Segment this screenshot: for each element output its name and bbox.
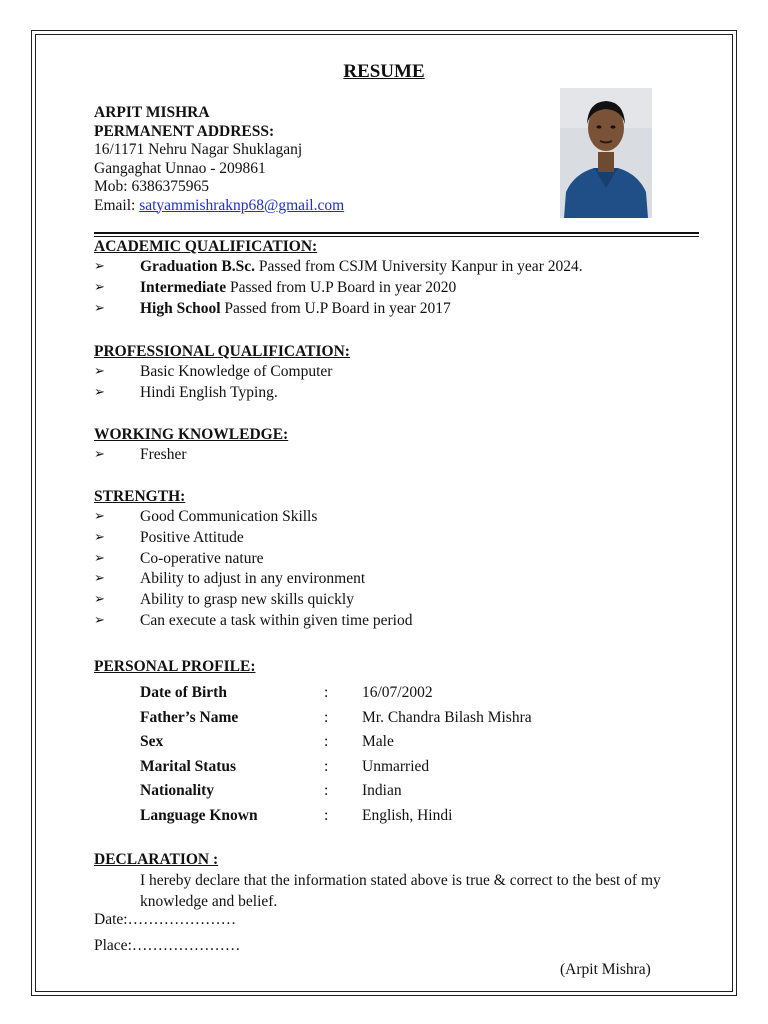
profile-value: Unmarried <box>362 757 430 775</box>
profile-photo <box>560 88 652 218</box>
candidate-name: ARPIT MISHRA <box>94 104 210 121</box>
working-section <box>94 424 704 466</box>
address-line-2: Gangaghat Unnao - 209861 <box>94 159 266 177</box>
profile-value: 16/07/2002 <box>362 684 433 701</box>
profile-value: English, Hindi <box>362 806 453 824</box>
profile-value: Male <box>362 733 394 751</box>
professional-heading: PROFESSIONAL QUALIFICATION: <box>94 343 350 360</box>
arrowhead-bullet-icon: ➢ <box>94 279 105 295</box>
arrowhead-bullet-icon: ➢ <box>94 550 105 566</box>
mobile-number: Mob: 6386375965 <box>94 178 209 195</box>
profile-value: Indian <box>362 782 402 800</box>
arrowhead-bullet-icon: ➢ <box>94 509 105 524</box>
list-item: ➢ Co-operative nature <box>94 549 704 570</box>
email-label: Email: <box>94 196 140 214</box>
profile-row: Father’s Name : Mr. Chandra Bilash Mishra <box>94 706 704 731</box>
list-item: ➢ Graduation B.Sc. Passed from CSJM University Kanpur in year 2024. <box>94 257 704 278</box>
strength-section <box>94 486 704 632</box>
list-item: ➢ Hindi English Typing. <box>94 383 704 404</box>
personal-profile-section <box>94 656 704 829</box>
profile-key: Date of Birth <box>140 684 227 701</box>
profile-key: Nationality <box>140 782 215 800</box>
profile-row: Marital Status : Unmarried <box>94 755 704 780</box>
arrowhead-bullet-icon: ➢ <box>94 447 105 462</box>
arrowhead-bullet-icon: ➢ <box>94 571 105 587</box>
place-line: Place:………………… <box>94 937 241 954</box>
profile-key: Sex <box>140 733 164 751</box>
list-item: ➢ Basic Knowledge of Computer <box>94 362 704 383</box>
declaration-heading: DECLARATION : <box>94 851 219 868</box>
academic-section <box>94 236 704 319</box>
header-divider <box>94 232 699 234</box>
profile-row: Language Known : English, Hindi <box>94 804 704 829</box>
list-item: ➢ Can execute a task within given time period <box>94 611 704 632</box>
date-line: Date:………………… <box>94 911 237 928</box>
profile-row: Date of Birth : 16/07/2002 <box>94 681 704 706</box>
declaration-text: I hereby declare that the information stated above is true & correct to the best of my knowledge and belief. <box>140 872 661 910</box>
list-item: ➢ High School Passed from U.P Board in year 2017 <box>94 299 704 320</box>
contact-block <box>94 104 344 215</box>
list-item: ➢ Good Communication Skills <box>94 507 704 528</box>
arrowhead-bullet-icon: ➢ <box>94 384 105 400</box>
arrowhead-bullet-icon: ➢ <box>94 592 105 608</box>
address-line-1: 16/1171 Nehru Nagar Shuklaganj <box>94 141 303 158</box>
academic-heading: ACADEMIC QUALIFICATION: <box>94 238 318 255</box>
strength-heading: STRENGTH: <box>94 488 186 505</box>
list-item: ➢ Ability to adjust in any environment <box>94 569 704 590</box>
profile-key: Father’s Name <box>140 708 239 726</box>
page-title: RESUME <box>343 61 425 82</box>
list-item: ➢ Fresher <box>94 445 704 466</box>
arrowhead-bullet-icon: ➢ <box>94 259 105 274</box>
email-link[interactable]: satyammishraknp68@gmail.com <box>139 196 345 214</box>
list-item: ➢ Positive Attitude <box>94 528 704 549</box>
working-heading: WORKING KNOWLEDGE: <box>94 426 289 443</box>
profile-key: Marital Status <box>140 757 237 775</box>
profile-row: Nationality : Indian <box>94 779 704 804</box>
arrowhead-bullet-icon: ➢ <box>94 364 105 379</box>
email-row <box>94 197 344 216</box>
personal-heading: PERSONAL PROFILE: <box>94 658 256 675</box>
profile-value: Mr. Chandra Bilash Mishra <box>362 708 532 726</box>
profile-row: Sex : Male <box>94 730 704 755</box>
declaration-section <box>94 849 704 912</box>
signature-name: (Arpit Mishra) <box>560 961 651 978</box>
list-item: ➢ Intermediate Passed from U.P Board in year 2020 <box>94 278 704 299</box>
arrowhead-bullet-icon: ➢ <box>94 612 105 628</box>
arrowhead-bullet-icon: ➢ <box>94 300 105 316</box>
list-item: ➢ Ability to grasp new skills quickly <box>94 590 704 611</box>
profile-key: Language Known <box>140 806 258 824</box>
arrowhead-bullet-icon: ➢ <box>94 529 105 545</box>
address-label: PERMANENT ADDRESS: <box>94 122 275 140</box>
professional-section <box>94 341 704 404</box>
